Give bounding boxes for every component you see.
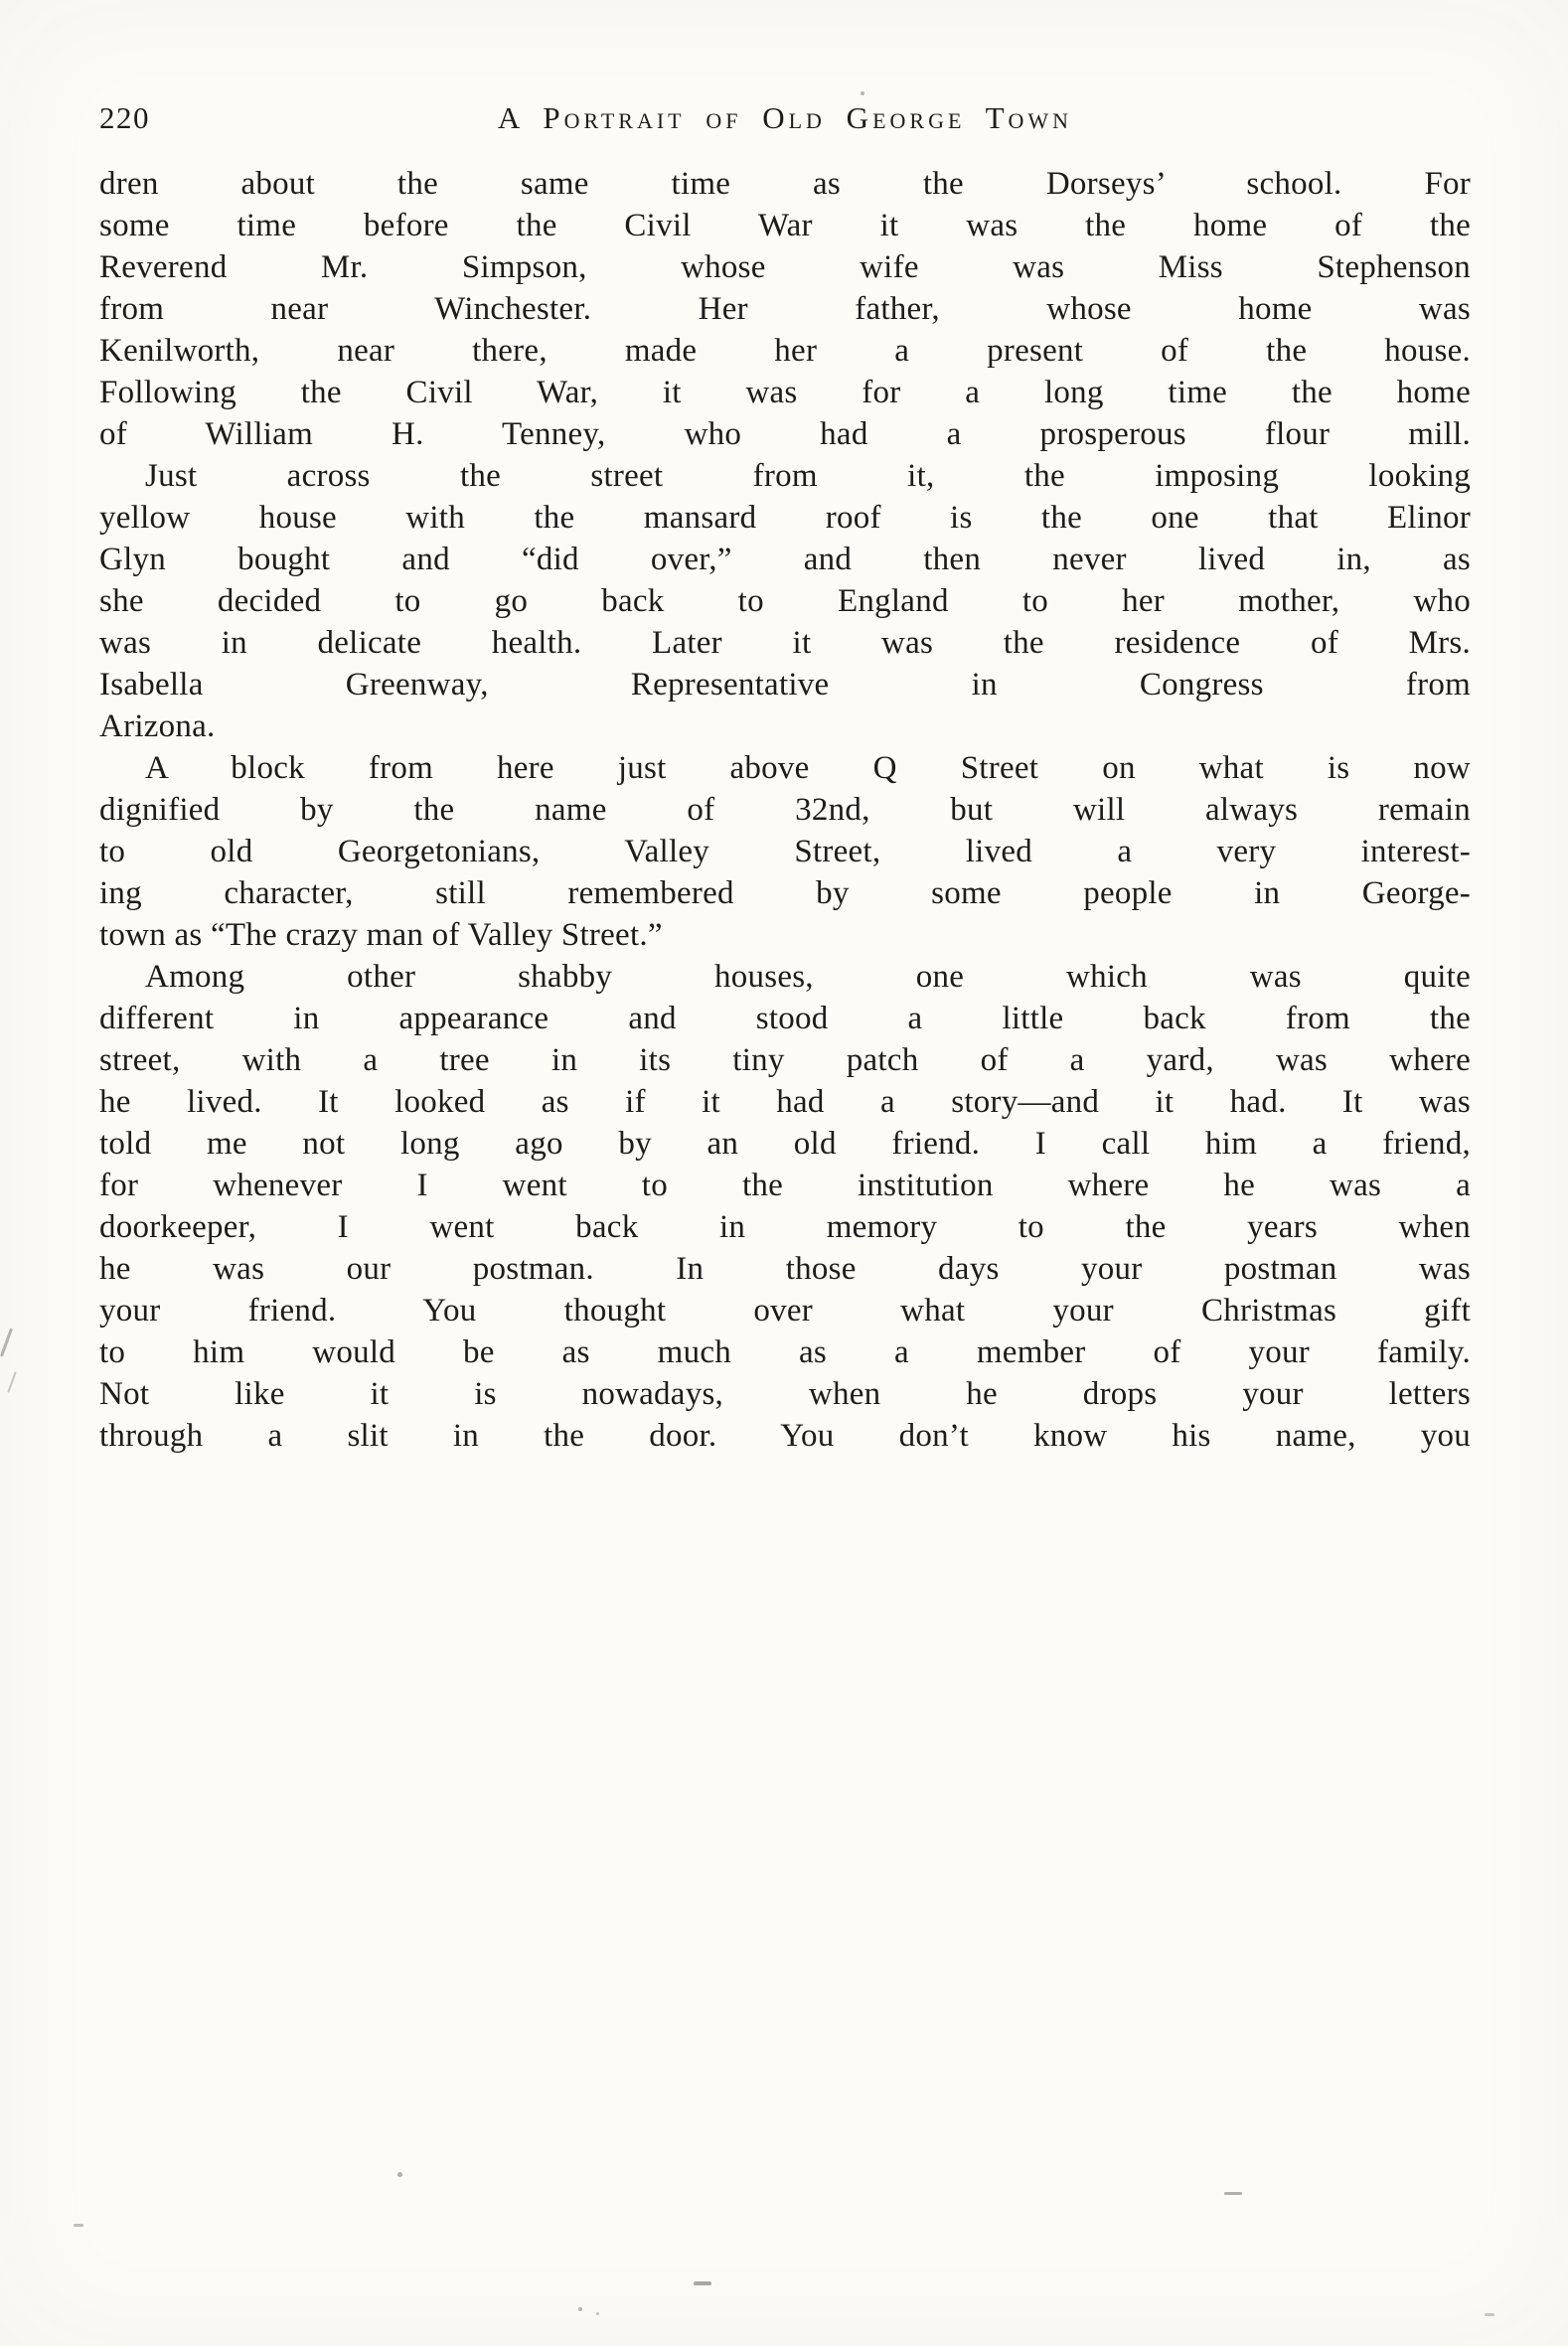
text-line: doorkeeper, I went back in memory to the years when	[99, 1209, 1471, 1245]
text-line: town as “The crazy man of Valley Street.”	[99, 917, 663, 953]
text-line: Isabella Greenway, Representative in Congress from	[99, 667, 1471, 703]
scan-artifact	[596, 2312, 599, 2315]
text-line: was in delicate health. Later it was the residence of Mrs.	[99, 625, 1471, 661]
text-line: dren about the same time as the Dorseys’ school. For	[99, 166, 1471, 202]
text-line: Just across the street from it, the imposing looking	[145, 458, 1471, 494]
text-line: he was our postman. In those days your postman was	[99, 1251, 1471, 1287]
text-line: different in appearance and stood a little back from the	[99, 1001, 1471, 1036]
paragraph-1	[99, 163, 1471, 455]
paragraph-3	[99, 747, 1471, 956]
text-line: A block from here just above Q Street on what is now	[145, 750, 1471, 786]
running-title: A Portrait of Old George Town	[497, 100, 1073, 135]
text-line: from near Winchester. Her father, whose home was	[99, 291, 1471, 327]
text-line: Glyn bought and “did over,” and then never lived in, as	[99, 542, 1471, 577]
text-line: some time before the Civil War it was the home of the	[99, 208, 1471, 243]
text-line: to him would be as much as a member of your family.	[99, 1334, 1471, 1370]
text-line: through a slit in the door. You don’t know his name, you	[99, 1418, 1471, 1454]
text-line: of William H. Tenney, who had a prosperous flour mill.	[99, 416, 1471, 452]
text-line: ing character, still remembered by some people in George-	[99, 875, 1471, 911]
text-line: Arizona.	[99, 708, 216, 744]
text-line: for whenever I went to the institution where he was a	[99, 1168, 1471, 1203]
text-line: street, with a tree in its tiny patch of a yard, was where	[99, 1042, 1471, 1078]
paragraph-4	[99, 956, 1471, 1457]
page-number: 220	[99, 100, 150, 135]
text-line: yellow house with the mansard roof is the one that Elinor	[99, 500, 1471, 536]
text-line: Among other shabby houses, one which was quite	[145, 959, 1471, 995]
running-header	[99, 97, 1471, 139]
scan-artifact	[694, 2281, 711, 2285]
scan-artifact	[7, 1371, 16, 1392]
scan-artifact	[1485, 2313, 1494, 2316]
text-line: she decided to go back to England to her mother, who	[99, 583, 1471, 619]
scan-artifact	[1224, 2192, 1242, 2195]
text-line: Reverend Mr. Simpson, whose wife was Miss Stephenson	[99, 249, 1471, 285]
text-line: dignified by the name of 32nd, but will always remain	[99, 792, 1471, 828]
text-line: Kenilworth, near there, made her a present of the house.	[99, 333, 1471, 369]
page-text	[99, 163, 1471, 1457]
scan-artifact	[74, 2224, 83, 2227]
text-line: told me not long ago by an old friend. I call him a friend,	[99, 1126, 1471, 1162]
scan-artifact	[578, 2307, 582, 2311]
scan-artifact	[861, 91, 864, 95]
text-line: Not like it is nowadays, when he drops your letters	[99, 1376, 1471, 1412]
text-line: to old Georgetonians, Valley Street, lived a very interest-	[99, 834, 1471, 869]
scan-artifact	[397, 2172, 402, 2177]
text-line: he lived. It looked as if it had a story—and it had. It was	[99, 1084, 1471, 1120]
paragraph-2	[99, 455, 1471, 747]
text-line: Following the Civil War, it was for a long time the home	[99, 375, 1471, 410]
text-line: your friend. You thought over what your Christmas gift	[99, 1293, 1471, 1329]
scan-artifact	[0, 1328, 13, 1356]
